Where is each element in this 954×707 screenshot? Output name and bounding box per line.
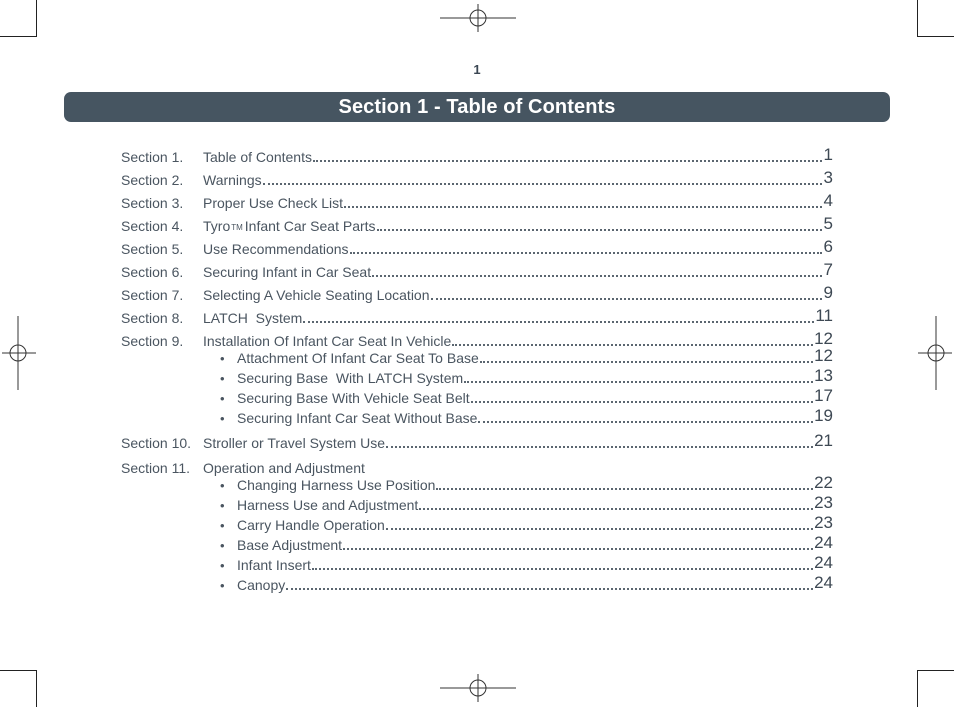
toc-page-number: 24	[814, 553, 833, 572]
title-bar	[64, 92, 890, 122]
toc-page-number: 5	[823, 214, 833, 233]
registration-mark-left-icon	[2, 316, 36, 390]
toc-entry-label: Use Recommendations	[203, 241, 349, 257]
bullet-icon: •	[220, 411, 225, 426]
crop-mark-br-h	[917, 670, 954, 671]
bullet-icon: •	[220, 371, 225, 386]
toc-subentry[interactable]	[121, 366, 833, 386]
toc-entry-label-brand: Tyro	[203, 218, 231, 234]
toc-page-number: 22	[814, 473, 833, 492]
toc-entry-section-5[interactable]	[121, 234, 833, 257]
toc-section-number: Section 10.	[121, 435, 192, 451]
toc-subentry-label: Securing Infant Car Seat Without Base	[237, 410, 478, 426]
dot-leader	[312, 568, 813, 570]
toc-section-number: Section 8.	[121, 310, 184, 326]
toc-entry-label: Selecting A Vehicle Seating Location	[203, 287, 430, 303]
bullet-icon: •	[220, 578, 225, 593]
toc-entry-label	[203, 218, 376, 234]
toc-entry-section-1[interactable]	[121, 142, 833, 165]
toc-entry-label: Table of Contents	[203, 149, 312, 165]
toc-section-number: Section 9.	[121, 333, 184, 349]
toc-page-number: 12	[814, 346, 833, 365]
crop-mark-tl-v	[36, 0, 37, 37]
toc-page-number: 7	[823, 260, 833, 279]
toc-page-number: 13	[814, 366, 833, 385]
bullet-icon: •	[220, 538, 225, 553]
toc-page-number: 11	[815, 306, 833, 325]
bullet-icon: •	[220, 351, 225, 366]
toc-page-number: 24	[814, 533, 833, 552]
toc-section-number: Section 7.	[121, 287, 184, 303]
toc-entry-label: Securing Infant in Car Seat	[203, 264, 372, 280]
dot-leader	[344, 206, 822, 208]
dot-leader	[478, 421, 813, 423]
toc-entry-label: Operation and Adjustment	[203, 460, 365, 476]
crop-mark-tr-v	[917, 0, 918, 37]
dot-leader	[436, 488, 813, 490]
toc-section-number: Section 4.	[121, 218, 184, 234]
table-of-contents	[121, 142, 833, 593]
crop-mark-bl-v	[36, 670, 37, 707]
toc-section-number: Section 2.	[121, 172, 184, 188]
trademark-symbol: TM	[231, 222, 243, 232]
toc-subentry[interactable]	[121, 493, 833, 513]
toc-entry-section-2[interactable]	[121, 165, 833, 188]
registration-mark-top-icon	[440, 4, 516, 32]
toc-section-number: Section 6.	[121, 264, 184, 280]
toc-subentry[interactable]	[121, 406, 833, 426]
registration-mark-bottom-icon	[440, 674, 516, 702]
toc-section-number: Section 11.	[121, 460, 191, 476]
toc-page-number: 21	[814, 431, 833, 450]
page-number: 1	[473, 62, 481, 77]
dot-leader	[350, 252, 822, 254]
toc-entry-label: Proper Use Check List	[203, 195, 344, 211]
toc-subentry-label: Securing Base With Vehicle Seat Belt	[237, 390, 470, 406]
toc-subentry[interactable]	[121, 346, 833, 366]
toc-entry-label: Warnings	[203, 172, 262, 188]
registration-mark-right-icon	[918, 316, 952, 390]
dot-leader	[452, 344, 813, 346]
toc-subentry-label: Infant Insert	[237, 557, 311, 573]
toc-subentry-label: Attachment Of Infant Car Seat To Base	[237, 350, 479, 366]
toc-subentry[interactable]	[121, 553, 833, 573]
dot-leader	[386, 446, 813, 448]
toc-subentry[interactable]	[121, 473, 833, 493]
toc-subentry-label: Base Adjustment	[237, 537, 343, 553]
bullet-icon: •	[220, 558, 225, 573]
toc-section-number: Section 3.	[121, 195, 184, 211]
crop-mark-bl-h	[0, 670, 37, 671]
dot-leader	[313, 160, 822, 162]
dot-leader	[431, 298, 822, 300]
page-title: Section 1 - Table of Contents	[338, 95, 616, 118]
dot-leader	[286, 588, 813, 590]
bullet-icon: •	[220, 498, 225, 513]
toc-subentry-label: Canopy	[237, 577, 286, 593]
dot-leader	[471, 401, 813, 403]
toc-subentry-label: Changing Harness Use Position	[237, 477, 436, 493]
bullet-icon: •	[220, 478, 225, 493]
dot-leader	[386, 528, 813, 530]
dot-leader	[377, 229, 822, 231]
dot-leader	[372, 275, 822, 277]
toc-page-number: 23	[814, 513, 833, 532]
dot-leader	[419, 508, 813, 510]
toc-entry-label: LATCH System	[203, 310, 303, 326]
toc-entry-section-10[interactable]	[121, 426, 833, 451]
toc-subentry-label: Securing Base With LATCH System	[237, 370, 464, 386]
toc-page-number: 17	[814, 386, 833, 405]
toc-page-number: 9	[823, 283, 833, 302]
toc-subentry[interactable]	[121, 513, 833, 533]
toc-entry-label-rest: Infant Car Seat Parts	[244, 218, 376, 234]
toc-entry-section-4[interactable]	[121, 211, 833, 234]
toc-section-number: Section 1.	[121, 149, 184, 165]
toc-entry-section-8[interactable]	[121, 303, 833, 326]
toc-subentry-label: Carry Handle Operation	[237, 517, 385, 533]
dot-leader	[464, 381, 813, 383]
toc-page-number: 1	[823, 145, 833, 164]
dot-leader	[343, 548, 813, 550]
toc-entry-section-9[interactable]	[121, 326, 833, 349]
dot-leader	[263, 183, 822, 185]
dot-leader	[303, 321, 814, 323]
bullet-icon: •	[220, 391, 225, 406]
toc-entry-label: Stroller or Travel System Use	[203, 435, 386, 451]
dot-leader	[480, 361, 813, 363]
toc-entry-label: Installation Of Infant Car Seat In Vehicle	[203, 333, 452, 349]
toc-subentry[interactable]	[121, 573, 833, 593]
toc-entry-section-3[interactable]	[121, 188, 833, 211]
crop-mark-tl-h	[0, 36, 37, 37]
toc-entry-section-6[interactable]	[121, 257, 833, 280]
toc-page-number: 19	[814, 406, 833, 425]
crop-mark-br-v	[917, 670, 918, 707]
toc-page-number: 4	[823, 191, 833, 210]
toc-entry-section-7[interactable]	[121, 280, 833, 303]
toc-section-number: Section 5.	[121, 241, 184, 257]
toc-subentry-label: Harness Use and Adjustment	[237, 497, 419, 513]
toc-page-number: 6	[823, 237, 833, 256]
toc-page-number: 23	[814, 493, 833, 512]
crop-mark-tr-h	[917, 36, 954, 37]
toc-subentry[interactable]	[121, 533, 833, 553]
toc-subentry[interactable]	[121, 386, 833, 406]
toc-page-number: 12	[814, 329, 833, 348]
toc-page-number: 24	[814, 573, 833, 592]
bullet-icon: •	[220, 518, 225, 533]
toc-page-number: 3	[823, 168, 833, 187]
